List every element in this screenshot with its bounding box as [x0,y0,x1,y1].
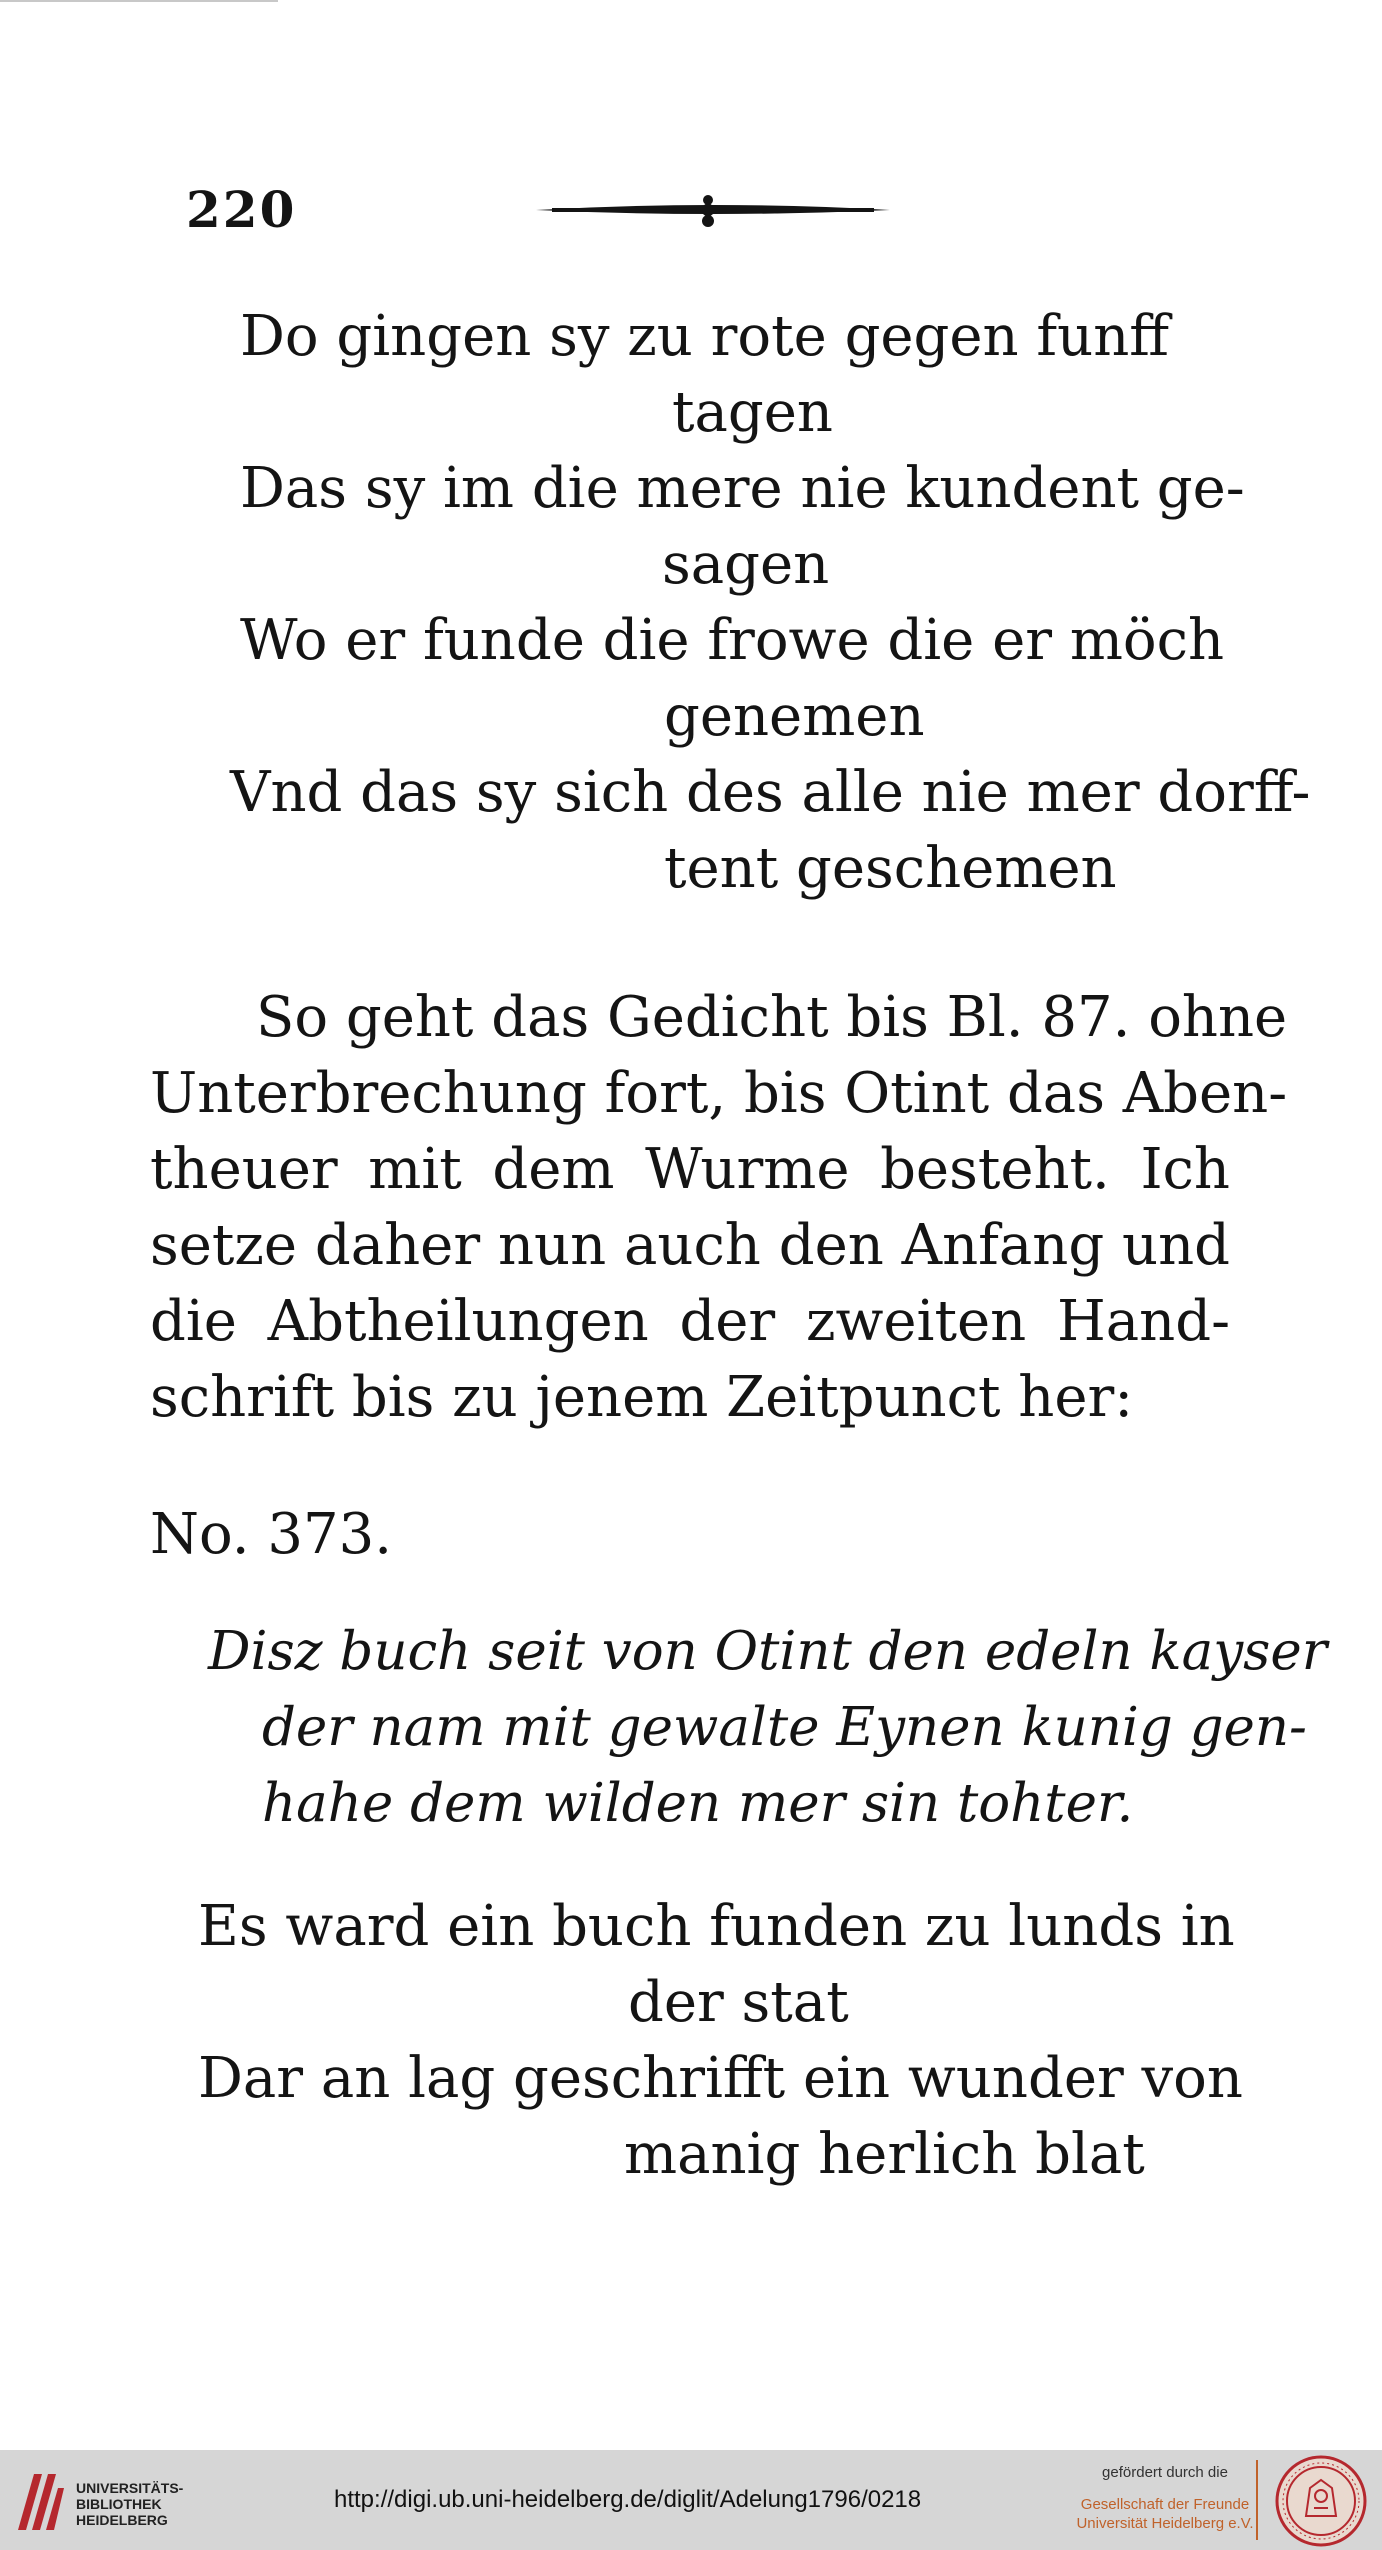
sponsor-lead: gefördert durch die [1102,2464,1228,2481]
library-name [76,2480,216,2528]
sponsor-name-line: Gesellschaft der Freunde [1080,2496,1250,2513]
prose-paragraph [150,980,1288,1436]
verse-line: Do gingen sy zu rote gegen funff [240,304,1170,369]
verse-line: tent geschemen [664,836,1117,901]
top-edge-line [0,0,278,2]
verse-line: Wo er funde die frowe die er möch [240,608,1225,673]
italic-line: der nam mit gewalte Eynen kunig gen- [262,1697,1307,1758]
prose-line: die Abtheilungen der zweiten Hand- [150,1289,1230,1354]
verse-line: Das sy im die mere nie kundent ge- [240,456,1245,521]
university-seal-icon [1274,2454,1368,2548]
verse-line: manig herlich blat [624,2122,1145,2187]
verse-line: der stat [628,1970,849,2035]
library-logo-icon [14,2468,66,2534]
footer-bar [0,2450,1382,2550]
permalink-url[interactable]: http://digi.ub.uni-heidelberg.de/diglit/Adelung1796/0218 [334,2486,922,2513]
verse-line: Dar an lag geschrifft ein wunder von [198,2046,1243,2111]
prose-line: theuer mit dem Wurme besteht. Ich [150,1137,1230,1202]
library-name-line: BIBLIOTHEK [76,2496,162,2512]
verse-line: sagen [662,532,830,597]
prose-line: So geht das Gedicht bis Bl. 87. ohne [256,985,1288,1050]
page-number: 220 [186,180,297,239]
prose-line: schrift bis zu jenem Zeitpunct her: [150,1365,1134,1430]
prose-line: setze daher nun auch den Anfang und [150,1213,1230,1278]
verse-line: tagen [672,380,833,445]
entry-number: No. 373. [150,1502,393,1567]
italic-line: hahe dem wilden mer sin tohter. [262,1773,1134,1834]
verse-line: Vnd das sy sich des alle nie mer dorff- [230,760,1311,825]
sponsor-credit [1060,2464,1270,2533]
prose-line: Unterbrechung fort, bis Otint das Aben- [150,1061,1288,1126]
italic-line: Disz buch seit von Otint den edeln kayser [208,1621,1328,1682]
ornament-rule-icon [532,188,894,232]
library-name-line: HEIDELBERG [76,2512,168,2528]
verse-line: Es ward ein buch funden zu lunds in [198,1894,1235,1959]
verse-line: genemen [664,684,925,749]
sponsor-name-line: Universität Heidelberg e.V. [1076,2515,1254,2532]
library-name-line: UNIVERSITÄTS- [76,2480,184,2496]
footer-divider [1256,2460,1258,2540]
